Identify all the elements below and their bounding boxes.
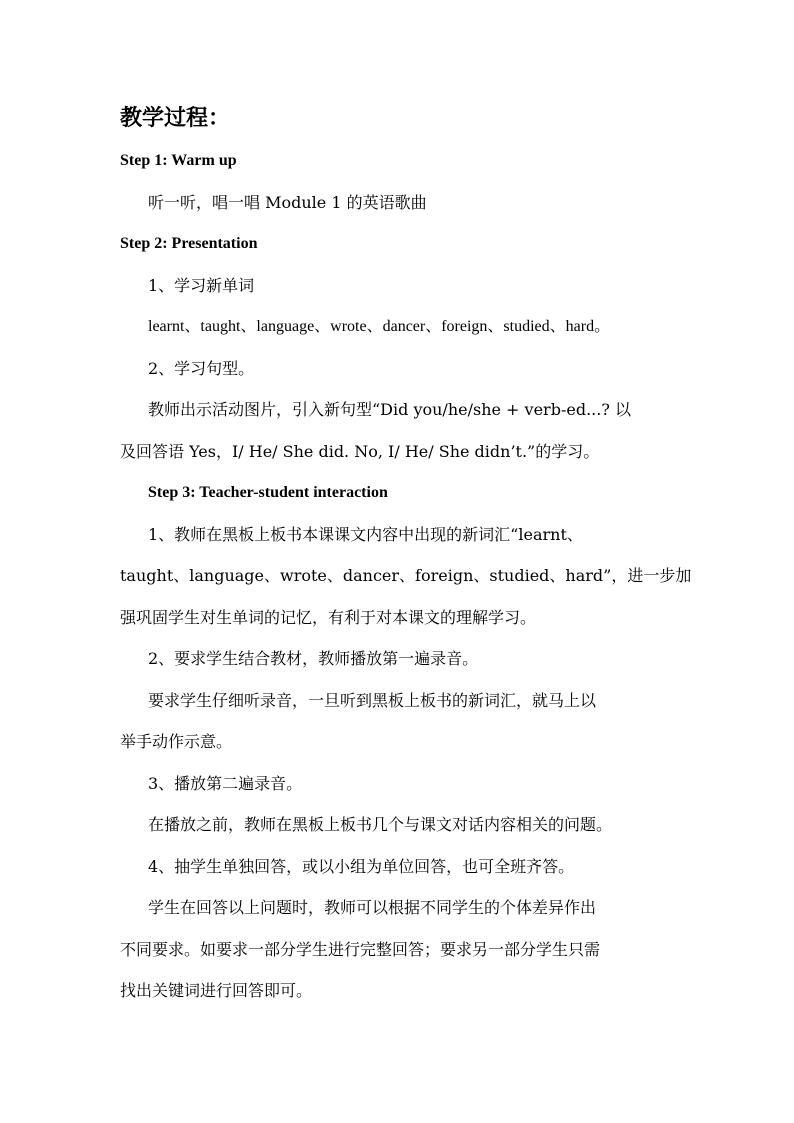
step-3-line: 学生在回答以上问题时，教师可以根据不同学生的个体差异作出 — [148, 898, 597, 917]
step-3-line: 2、要求学生结合教材，教师播放第一遍录音。 — [148, 649, 479, 668]
step-2-line: 教师出示活动图片，引入新句型“Did you/he/she + verb-ed...? 以 — [148, 400, 631, 419]
step-1-heading: Step 1: Warm up — [120, 152, 237, 169]
step-2-line: 2、学习句型。 — [148, 358, 255, 378]
document-page — [120, 98, 692, 1012]
step-2-heading: Step 2: Presentation — [120, 235, 258, 252]
step-3-line: 找出关键词进行回答即可。 — [120, 981, 313, 1000]
step-1-line: 听一听，唱一唱 Module 1 的英语歌曲 — [148, 192, 427, 212]
step-3-line: 举手动作示意。 — [120, 732, 233, 751]
step-3-line: 在播放之前，教师在黑板上板书几个与课文对话内容相关的问题。 — [148, 815, 613, 834]
step-3-line: 要求学生仔细听录音，一旦听到黑板上板书的新词汇，就马上以 — [148, 690, 597, 710]
step-2-line: 及回答语 Yes，I/ He/ She did. No, I/ He/ She didn’t.”的学习。 — [120, 441, 600, 461]
step-3-line: 1、教师在黑板上板书本课课文内容中出现的新词汇“learnt、 — [148, 524, 583, 544]
step-3-heading: Step 3: Teacher-student interaction — [148, 484, 388, 501]
step-2-line: learnt、taught、language、wrote、dancer、foreign、studied、hard。 — [148, 318, 611, 335]
step-3-line: 强巩固学生对生单词的记忆，有利于对本课文的理解学习。 — [120, 607, 537, 627]
step-3-line: 4、抽学生单独回答，或以小组为单位回答，也可全班齐答。 — [148, 856, 575, 876]
step-3-line: 不同要求。如要求一部分学生进行完整回答；要求另一部分学生只需 — [120, 939, 601, 959]
step-2-line: 1、学习新单词 — [148, 275, 255, 295]
step-3-line: 3、播放第二遍录音。 — [148, 773, 303, 793]
step-3-line: taught、language、wrote、dancer、foreign、studied、hard”，进一步加 — [120, 566, 692, 585]
page-title: 教学过程： — [120, 105, 231, 131]
